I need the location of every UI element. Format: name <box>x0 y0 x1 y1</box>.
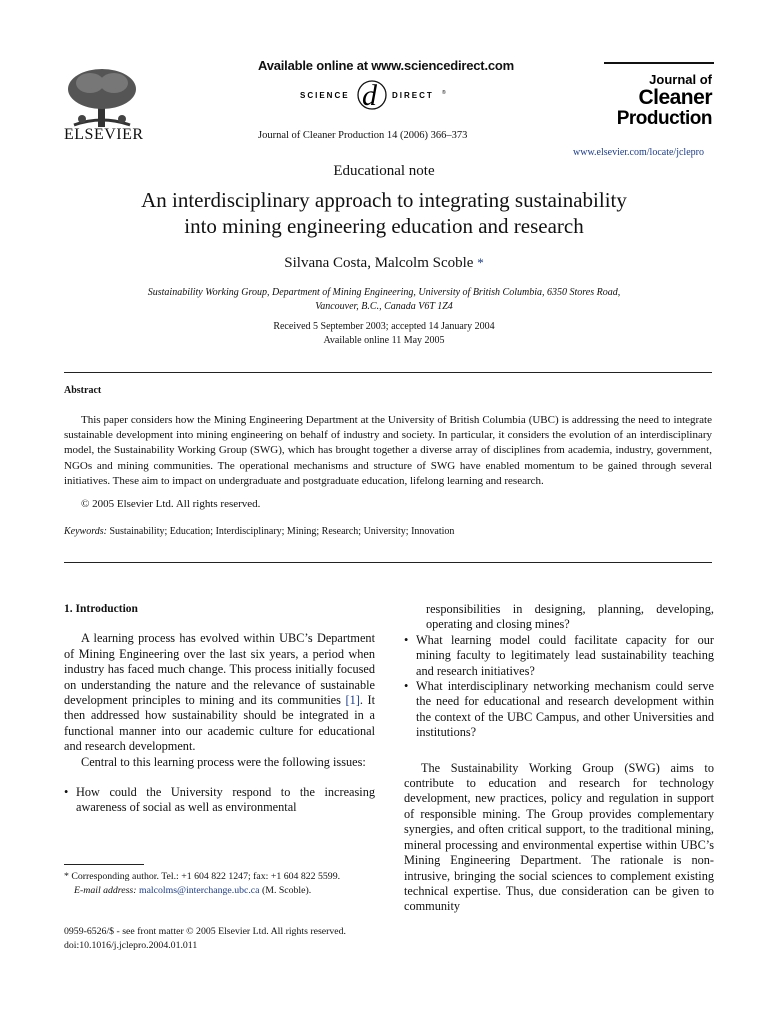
svg-text:®: ® <box>442 90 446 96</box>
authors <box>0 255 768 272</box>
keywords <box>64 526 454 537</box>
reference-link-1[interactable]: [1] <box>345 693 360 708</box>
available-date: Available online 11 May 2005 <box>323 334 445 346</box>
issues-list <box>64 785 375 816</box>
divider-top <box>64 372 712 373</box>
email-label: E-mail address: <box>74 885 137 896</box>
author-names: Silvana Costa, Malcolm Scoble <box>284 255 474 271</box>
received-date: Received 5 September 2003; accepted 14 January 2004 <box>273 321 495 332</box>
svg-text:DIRECT: DIRECT <box>392 91 434 100</box>
affiliation-line-1: Sustainability Working Group, Department of Mining Engineering, University of British Columbia, 6350 Stores Road, <box>147 287 621 298</box>
email-link[interactable]: malcolms@interchange.ubc.ca <box>138 885 260 896</box>
footnote: * Corresponding author. Tel.: +1 604 822 1247; fax: +1 604 822 5599. E-mail address: malcolms@interchange.ubc.ca (M. Scoble). <box>64 870 375 898</box>
intro-paragraph-2: Central to this learning process were the following issues: <box>81 754 366 769</box>
journal-url-link[interactable]: www.elsevier.com/locate/jclepro <box>573 147 704 158</box>
divider-abstract <box>64 562 712 563</box>
list-item: • What learning model could facilitate capacity for our mining faculty to legitimately lead sustainability teaching and research initiatives? <box>404 632 714 678</box>
doi-line[interactable]: doi:10.1016/j.jclepro.2004.01.011 <box>64 940 198 951</box>
body-column-left <box>64 602 375 816</box>
section-label: Educational note <box>333 163 435 179</box>
keywords-label: Keywords: <box>64 526 107 537</box>
title-line-2: into mining engineering education and research <box>184 214 584 238</box>
svg-text:SCIENCE: SCIENCE <box>300 91 350 100</box>
list-item: responsibilities in designing, planning, developing, operating and closing mines? <box>426 602 714 632</box>
svg-text:Production: Production <box>616 108 712 128</box>
abstract-text: This paper considers how the Mining Engineering Department at the University of British Columbia (UBC) is addressing the need to integrate sustainable development into mining engineering on behalf of industry and society. In particular, it considers the evolution of an interdisciplinary model, the Sustainability Working Group (SWG), which has brought together a diverse array of disciplines from academia, industry, government, NGOs and mining communities. The operational mechanisms and structure of SWG have enabled momentum to be gained through several initiatives. These aim to impact on undergraduate and postgraduate education, lifelong learning and research. <box>64 414 712 487</box>
bullet-icon: • <box>404 679 409 694</box>
affiliation <box>110 286 658 314</box>
issues-list-continued <box>404 602 714 741</box>
abstract-copyright: © 2005 Elsevier Ltd. All rights reserved. <box>81 498 261 510</box>
affiliation-line-2: Vancouver, B.C., Canada V6T 1Z4 <box>315 301 453 312</box>
article-dates <box>0 320 768 347</box>
abstract-heading: Abstract <box>64 385 102 396</box>
list-item: • How could the University respond to the increasing awareness of social as well as environmental <box>64 785 375 815</box>
publisher-name: ELSEVIER <box>64 126 144 143</box>
science-direct-logo <box>300 78 450 112</box>
journal-logo <box>604 60 714 128</box>
list-item: • What interdisciplinary networking mechanism could serve the need for educational and research development within the context of the UBC Campus, and other Universities and institutions? <box>404 679 714 740</box>
title-line-1: An interdisciplinary approach to integrating sustainability <box>141 188 627 212</box>
svg-text:Cleaner: Cleaner <box>638 86 712 109</box>
footer-identifiers <box>64 925 346 953</box>
bullet-icon: • <box>404 632 409 647</box>
intro-paragraph-3: The Sustainability Working Group (SWG) aims to contribute to education and research for technology development, new practices, policy and regulation in support of responsible mining. The Group provides complementary synergies, and often critical support, to the traditional mining, mineral processing and environmental expertise within UBC’s Mining Engineering Department. The rationale is non-intrusive, bringing the social sciences to complement existing technical expertise. Thus, due consideration can be given to community <box>404 760 714 914</box>
footnote-contact: * Corresponding author. Tel.: +1 604 822 1247; fax: +1 604 822 5599. <box>64 871 341 882</box>
svg-text:Journal of: Journal of <box>649 72 712 87</box>
footnote-divider <box>64 864 144 865</box>
intro-paragraph-1: A learning process has evolved within UBC’s Department of Mining Engineering over the last six years, a period when industry has faced much change. This process initially focused on understanding the nature and the relevance of sustainable development principles to mining and its communities [1]. It then addressed how sustainability should be integrated in a functional manner into our academic culture for educational and research development. <box>64 631 375 754</box>
svg-text:d: d <box>362 79 377 112</box>
body-column-right <box>404 602 714 915</box>
paper-title <box>60 187 708 239</box>
issn-line: 0959-6526/$ - see front matter © 2005 Elsevier Ltd. All rights reserved. <box>64 926 346 937</box>
bullet-icon: • <box>64 785 69 800</box>
available-online-text[interactable]: Available online at www.sciencedirect.com <box>258 58 514 73</box>
keywords-list: Sustainability; Education; Interdisciplinary; Mining; Research; University; Innovation <box>106 526 455 537</box>
section-heading-introduction: 1. Introduction <box>64 603 138 615</box>
corresponding-author-link[interactable]: * <box>477 255 484 270</box>
journal-citation: Journal of Cleaner Production 14 (2006) 366–373 <box>258 130 468 141</box>
